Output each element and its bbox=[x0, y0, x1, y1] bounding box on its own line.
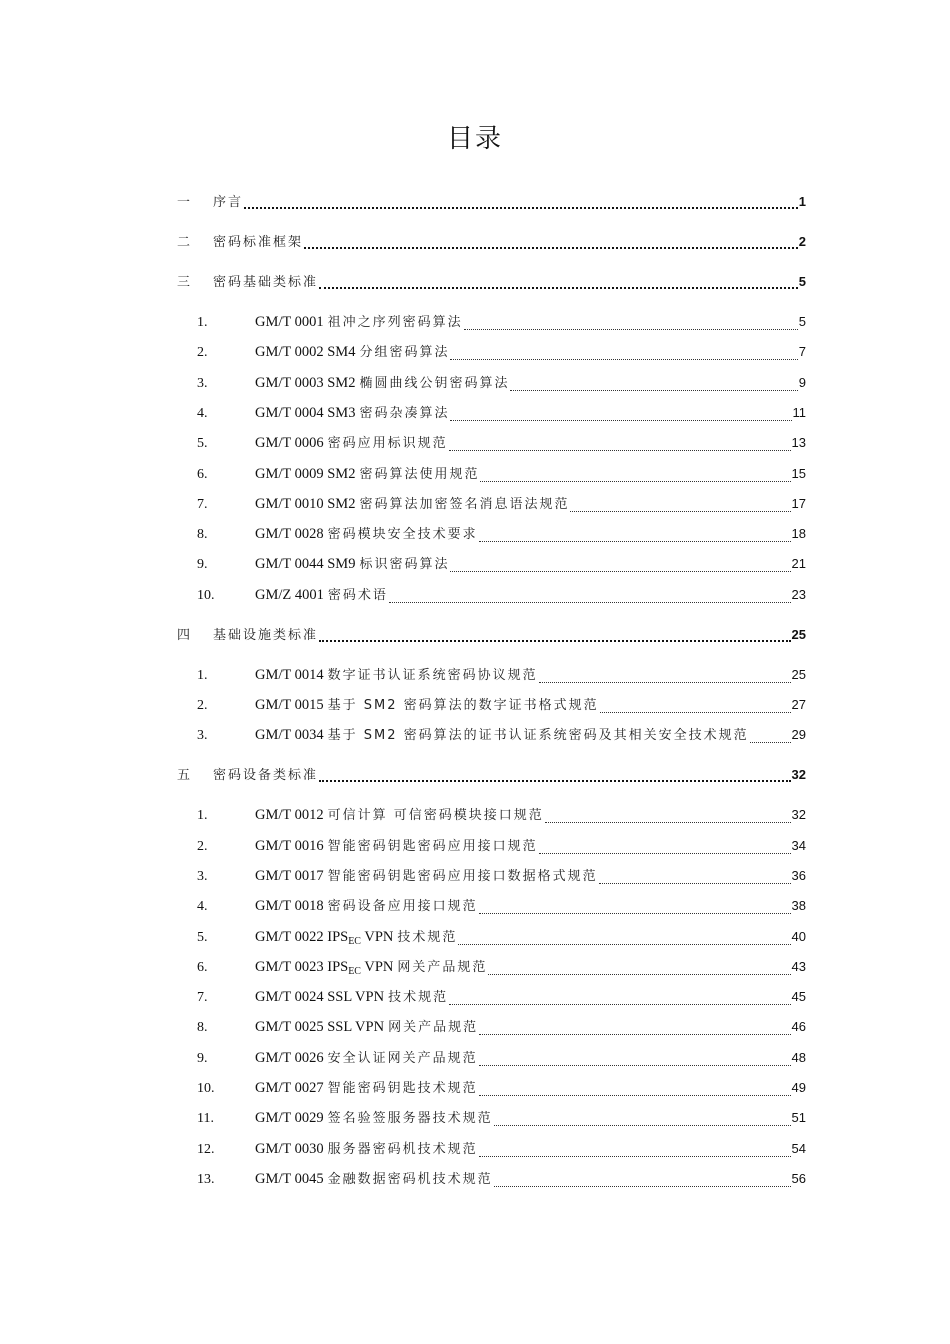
dot-leader bbox=[480, 481, 790, 482]
toc-item-title: 密码术语 bbox=[327, 587, 388, 603]
dot-leader bbox=[599, 883, 791, 884]
toc-item-code-main: GM/T 0045 bbox=[255, 1170, 324, 1187]
toc-item-entry[interactable] bbox=[197, 895, 806, 917]
toc-page-number: 27 bbox=[791, 697, 806, 712]
dot-leader bbox=[494, 1186, 791, 1187]
dot-leader bbox=[510, 390, 797, 391]
toc-page-number: 46 bbox=[791, 1019, 806, 1035]
toc-page-number: 54 bbox=[791, 1140, 806, 1156]
toc-item-code-main: GM/T 0022 IPS bbox=[255, 928, 349, 945]
toc-item-code-main: GM/T 0028 bbox=[255, 526, 324, 543]
dot-leader bbox=[479, 1034, 790, 1035]
dot-leader bbox=[479, 1065, 791, 1066]
dot-leader bbox=[539, 682, 791, 683]
toc-item-title: 基于 SM2 密码算法的证书认证系统密码及其相关安全技术规范 bbox=[327, 728, 749, 744]
toc-item-code-main: GM/T 0009 SM2 bbox=[255, 465, 356, 482]
dot-leader bbox=[244, 207, 798, 209]
toc-item-title: 网关产品规范 bbox=[388, 1020, 479, 1036]
toc-item-number: 8. bbox=[197, 1020, 208, 1036]
toc-item-title: 技术规范 bbox=[397, 929, 458, 945]
toc-page-number: 49 bbox=[791, 1080, 806, 1095]
toc-item-code bbox=[255, 835, 324, 857]
toc-section-number: 三 bbox=[177, 275, 191, 290]
toc-item-code bbox=[255, 402, 355, 424]
toc-item-code-main: GM/T 0006 bbox=[255, 435, 324, 452]
toc-item-title: 分组密码算法 bbox=[359, 345, 450, 361]
toc-section-title: 密码标准框架 bbox=[213, 235, 304, 250]
toc-item-code-subscript: EC bbox=[348, 965, 361, 977]
toc-item-code bbox=[255, 865, 324, 887]
toc-item-title: 密码应用标识规范 bbox=[327, 436, 448, 452]
toc-section-number: 一 bbox=[177, 195, 191, 210]
toc-page-number: 32 bbox=[791, 807, 806, 823]
toc-item-code-main: GM/T 0023 IPS bbox=[255, 958, 349, 975]
toc-section-entry[interactable] bbox=[177, 191, 806, 213]
toc-item-title: 密码算法加密签名消息语法规范 bbox=[359, 496, 570, 512]
dot-leader bbox=[494, 1125, 791, 1126]
dot-leader bbox=[750, 742, 791, 743]
toc-page-number: 25 bbox=[791, 666, 806, 682]
toc-item-entry[interactable] bbox=[197, 694, 806, 716]
dot-leader bbox=[600, 712, 791, 713]
dot-leader bbox=[479, 913, 791, 914]
dot-leader bbox=[458, 944, 790, 945]
toc-section-number: 五 bbox=[177, 768, 191, 784]
toc-item-code bbox=[255, 523, 324, 545]
toc-item-number: 8. bbox=[197, 527, 208, 543]
toc-item-number: 10. bbox=[197, 1081, 215, 1096]
toc-page-number: 48 bbox=[791, 1049, 806, 1065]
toc-item-title: 基于 SM2 密码算法的数字证书格式规范 bbox=[327, 698, 599, 713]
toc-item-code bbox=[255, 1138, 324, 1160]
dot-leader bbox=[389, 602, 791, 603]
toc-item-number: 7. bbox=[197, 990, 208, 1006]
toc-item-entry[interactable] bbox=[197, 493, 806, 515]
toc-item-number: 1. bbox=[197, 315, 208, 330]
toc-item-number: 3. bbox=[197, 868, 208, 884]
toc-item-number: 1. bbox=[197, 808, 208, 824]
toc-section-entry[interactable] bbox=[177, 271, 806, 293]
toc-page-number: 34 bbox=[791, 837, 806, 853]
toc-item-entry[interactable] bbox=[197, 1138, 806, 1160]
toc-item-code bbox=[255, 956, 393, 983]
toc-item-code-main: GM/T 0024 SSL VPN bbox=[255, 989, 385, 1006]
toc-item-title: 金融数据密码机技术规范 bbox=[327, 1171, 493, 1187]
toc-item-entry[interactable] bbox=[197, 1016, 806, 1038]
toc-item-code-tail: VPN bbox=[360, 928, 394, 945]
toc-item-number: 6. bbox=[197, 466, 208, 482]
dot-leader bbox=[479, 1095, 791, 1096]
toc-item-title: 密码杂凑算法 bbox=[359, 405, 450, 421]
toc-item-title: 智能密码钥匙密码应用接口规范 bbox=[327, 838, 538, 854]
toc-item-entry[interactable] bbox=[197, 402, 806, 424]
toc-item-number: 11. bbox=[197, 1111, 214, 1127]
toc-page-number: 18 bbox=[791, 526, 806, 542]
toc-item-code-main: GM/T 0003 SM2 bbox=[255, 374, 356, 391]
dot-leader bbox=[449, 1004, 790, 1005]
toc-page-number: 29 bbox=[791, 727, 806, 743]
toc-item-code-tail: VPN bbox=[360, 958, 394, 975]
toc-item-code-main: GM/T 0002 SM4 bbox=[255, 344, 356, 361]
toc-item-entry[interactable] bbox=[197, 1168, 806, 1190]
toc-item-code bbox=[255, 1047, 324, 1069]
toc-item-title: 密码设备应用接口规范 bbox=[327, 899, 478, 915]
toc-item-entry[interactable] bbox=[197, 865, 806, 887]
toc-item-code bbox=[255, 664, 324, 686]
dot-leader bbox=[539, 853, 791, 854]
toc-item-title: 技术规范 bbox=[388, 990, 449, 1006]
toc-item-code bbox=[255, 926, 393, 953]
toc-item-entry[interactable] bbox=[197, 956, 806, 978]
toc-item-title: 智能密码钥匙技术规范 bbox=[327, 1081, 478, 1096]
toc-item-code bbox=[255, 341, 355, 363]
dot-leader bbox=[545, 822, 791, 823]
toc-item-number: 3. bbox=[197, 375, 208, 391]
toc-item-code bbox=[255, 463, 355, 485]
toc-page-number: 40 bbox=[791, 928, 806, 944]
toc-page-number: 56 bbox=[791, 1170, 806, 1186]
toc-item-code-main: GM/T 0025 SSL VPN bbox=[255, 1019, 385, 1036]
toc-item-code bbox=[255, 1107, 324, 1129]
toc-item-code-main: GM/T 0034 bbox=[255, 727, 324, 744]
dot-leader bbox=[319, 780, 791, 782]
toc-item-code-main: GM/T 0018 bbox=[255, 898, 324, 915]
dot-leader bbox=[449, 450, 791, 451]
toc-item-code bbox=[255, 986, 384, 1008]
toc-page-number: 13 bbox=[791, 435, 806, 451]
dot-leader bbox=[479, 541, 791, 542]
toc-item-number: 6. bbox=[197, 959, 208, 975]
toc-item-title: 网关产品规范 bbox=[397, 959, 488, 975]
toc-item-code bbox=[255, 1016, 384, 1038]
toc-item-title: 数字证书认证系统密码协议规范 bbox=[327, 667, 538, 683]
toc-page-number: 11 bbox=[792, 404, 806, 420]
dot-leader bbox=[450, 571, 790, 572]
toc-page-number: 38 bbox=[791, 898, 806, 914]
toc-item-number: 5. bbox=[197, 436, 208, 452]
toc-item-number: 2. bbox=[197, 698, 208, 713]
toc-section-entry[interactable] bbox=[177, 231, 806, 253]
toc-item-title: 签名验签服务器技术规范 bbox=[327, 1111, 493, 1127]
toc-item-entry[interactable] bbox=[197, 926, 806, 948]
toc-item-entry[interactable] bbox=[197, 1047, 806, 1069]
dot-leader bbox=[319, 640, 791, 642]
toc-item-title: 安全认证网关产品规范 bbox=[327, 1050, 478, 1066]
toc-page-number: 23 bbox=[791, 586, 806, 602]
toc-item-code-main: GM/T 0004 SM3 bbox=[255, 404, 356, 421]
toc-page-number: 32 bbox=[791, 767, 806, 783]
toc-item-code bbox=[255, 804, 324, 826]
toc-item-title: 密码模块安全技术要求 bbox=[327, 527, 478, 543]
toc-item-number: 9. bbox=[197, 557, 208, 573]
toc-page-number: 36 bbox=[791, 867, 806, 883]
toc-item-number: 10. bbox=[197, 587, 215, 603]
toc-page-number: 51 bbox=[791, 1110, 806, 1126]
toc-item-code bbox=[255, 895, 324, 917]
toc-page-number: 2 bbox=[798, 234, 806, 249]
toc-item-code-main: GM/Z 4001 bbox=[255, 586, 324, 603]
toc-item-number: 3. bbox=[197, 728, 208, 744]
toc-item-code bbox=[255, 493, 355, 515]
toc-item-code bbox=[255, 584, 324, 606]
toc-item-code-main: GM/T 0026 bbox=[255, 1049, 324, 1066]
toc-page-number: 1 bbox=[798, 194, 806, 209]
toc-item-code bbox=[255, 1168, 324, 1190]
toc-page-number: 17 bbox=[791, 495, 806, 511]
toc-page-number: 5 bbox=[798, 274, 806, 289]
toc-item-entry[interactable] bbox=[197, 432, 806, 454]
toc-item-code-subscript: EC bbox=[348, 935, 361, 947]
toc-item-entry[interactable] bbox=[197, 1107, 806, 1129]
toc-item-number: 2. bbox=[197, 838, 208, 854]
toc-item-entry[interactable] bbox=[197, 986, 806, 1008]
toc-item-entry[interactable] bbox=[197, 835, 806, 857]
dot-leader bbox=[464, 329, 798, 330]
toc-item-number: 2. bbox=[197, 345, 208, 361]
toc-item-number: 9. bbox=[197, 1050, 208, 1066]
toc-item-title: 密码算法使用规范 bbox=[359, 466, 480, 482]
toc-item-code bbox=[255, 311, 324, 333]
toc-item-code bbox=[255, 553, 355, 575]
toc-page-number: 43 bbox=[791, 958, 806, 974]
toc-page-number: 5 bbox=[798, 314, 806, 329]
toc-item-entry[interactable] bbox=[197, 523, 806, 545]
toc-item-code bbox=[255, 432, 324, 454]
toc-section-entry[interactable] bbox=[177, 624, 806, 646]
toc-item-code-main: GM/T 0010 SM2 bbox=[255, 495, 356, 512]
toc-section-title: 密码设备类标准 bbox=[213, 768, 319, 784]
toc-item-title: 服务器密码机技术规范 bbox=[327, 1141, 478, 1157]
toc-item-number: 1. bbox=[197, 667, 208, 683]
toc-item-code-main: GM/T 0044 SM9 bbox=[255, 556, 356, 573]
toc-item-entry[interactable] bbox=[197, 724, 806, 746]
toc-item-entry[interactable] bbox=[197, 664, 806, 686]
toc-item-code-main: GM/T 0001 bbox=[255, 314, 324, 330]
toc-item-title: 椭圆曲线公钥密码算法 bbox=[359, 375, 510, 391]
toc-item-entry[interactable] bbox=[197, 341, 806, 363]
toc-item-title: 智能密码钥匙密码应用接口数据格式规范 bbox=[327, 868, 598, 884]
toc-page-number: 45 bbox=[791, 989, 806, 1005]
toc-item-number: 5. bbox=[197, 929, 208, 945]
toc-item-code-main: GM/T 0017 bbox=[255, 867, 324, 884]
dot-leader bbox=[479, 1156, 791, 1157]
toc-item-number: 13. bbox=[197, 1171, 215, 1187]
toc-page-number: 21 bbox=[791, 556, 806, 572]
toc-item-number: 4. bbox=[197, 899, 208, 915]
toc-section-title: 序言 bbox=[213, 195, 244, 210]
toc-section-number: 四 bbox=[177, 627, 191, 643]
toc-item-entry[interactable] bbox=[197, 311, 806, 333]
toc-item-code-main: GM/T 0016 bbox=[255, 837, 324, 854]
toc-item-title: 标识密码算法 bbox=[359, 557, 450, 573]
toc-item-entry[interactable] bbox=[197, 804, 806, 826]
toc-item-code bbox=[255, 694, 324, 716]
toc-item-entry[interactable] bbox=[197, 463, 806, 485]
toc-page-number: 25 bbox=[791, 626, 806, 642]
toc-page-number: 7 bbox=[798, 344, 806, 360]
dot-leader bbox=[450, 359, 797, 360]
dot-leader bbox=[319, 287, 798, 289]
toc-item-code-main: GM/T 0030 bbox=[255, 1140, 324, 1157]
dot-leader bbox=[488, 974, 790, 975]
toc-item-number: 12. bbox=[197, 1141, 215, 1157]
dot-leader bbox=[450, 420, 791, 421]
toc-page-number: 15 bbox=[791, 465, 806, 481]
toc-item-code bbox=[255, 724, 324, 746]
toc-page-number: 9 bbox=[798, 374, 806, 390]
toc-item-code-main: GM/T 0014 bbox=[255, 666, 324, 683]
toc-section-number: 二 bbox=[177, 235, 191, 250]
toc-item-entry[interactable] bbox=[197, 372, 806, 394]
toc-item-entry[interactable] bbox=[197, 1077, 806, 1099]
toc-item-entry[interactable] bbox=[197, 553, 806, 575]
toc-section-entry[interactable] bbox=[177, 764, 806, 786]
toc-item-code-main: GM/T 0027 bbox=[255, 1080, 324, 1096]
toc-item-code-main: GM/T 0012 bbox=[255, 807, 324, 824]
toc-item-title: 可信计算 可信密码模块接口规范 bbox=[327, 808, 544, 824]
toc-item-number: 4. bbox=[197, 405, 208, 421]
toc-item-code bbox=[255, 1077, 324, 1099]
toc-section-title: 密码基础类标准 bbox=[213, 275, 319, 290]
toc-item-code-main: GM/T 0029 bbox=[255, 1110, 324, 1127]
toc-item-entry[interactable] bbox=[197, 584, 806, 606]
toc-item-title: 祖冲之序列密码算法 bbox=[327, 315, 463, 330]
toc-section-title: 基础设施类标准 bbox=[213, 627, 319, 643]
toc-item-code bbox=[255, 372, 355, 394]
page-title: 目录 bbox=[446, 124, 503, 154]
dot-leader bbox=[304, 247, 798, 249]
toc-item-number: 7. bbox=[197, 496, 208, 512]
dot-leader bbox=[570, 511, 790, 512]
toc-item-code-main: GM/T 0015 bbox=[255, 697, 324, 713]
